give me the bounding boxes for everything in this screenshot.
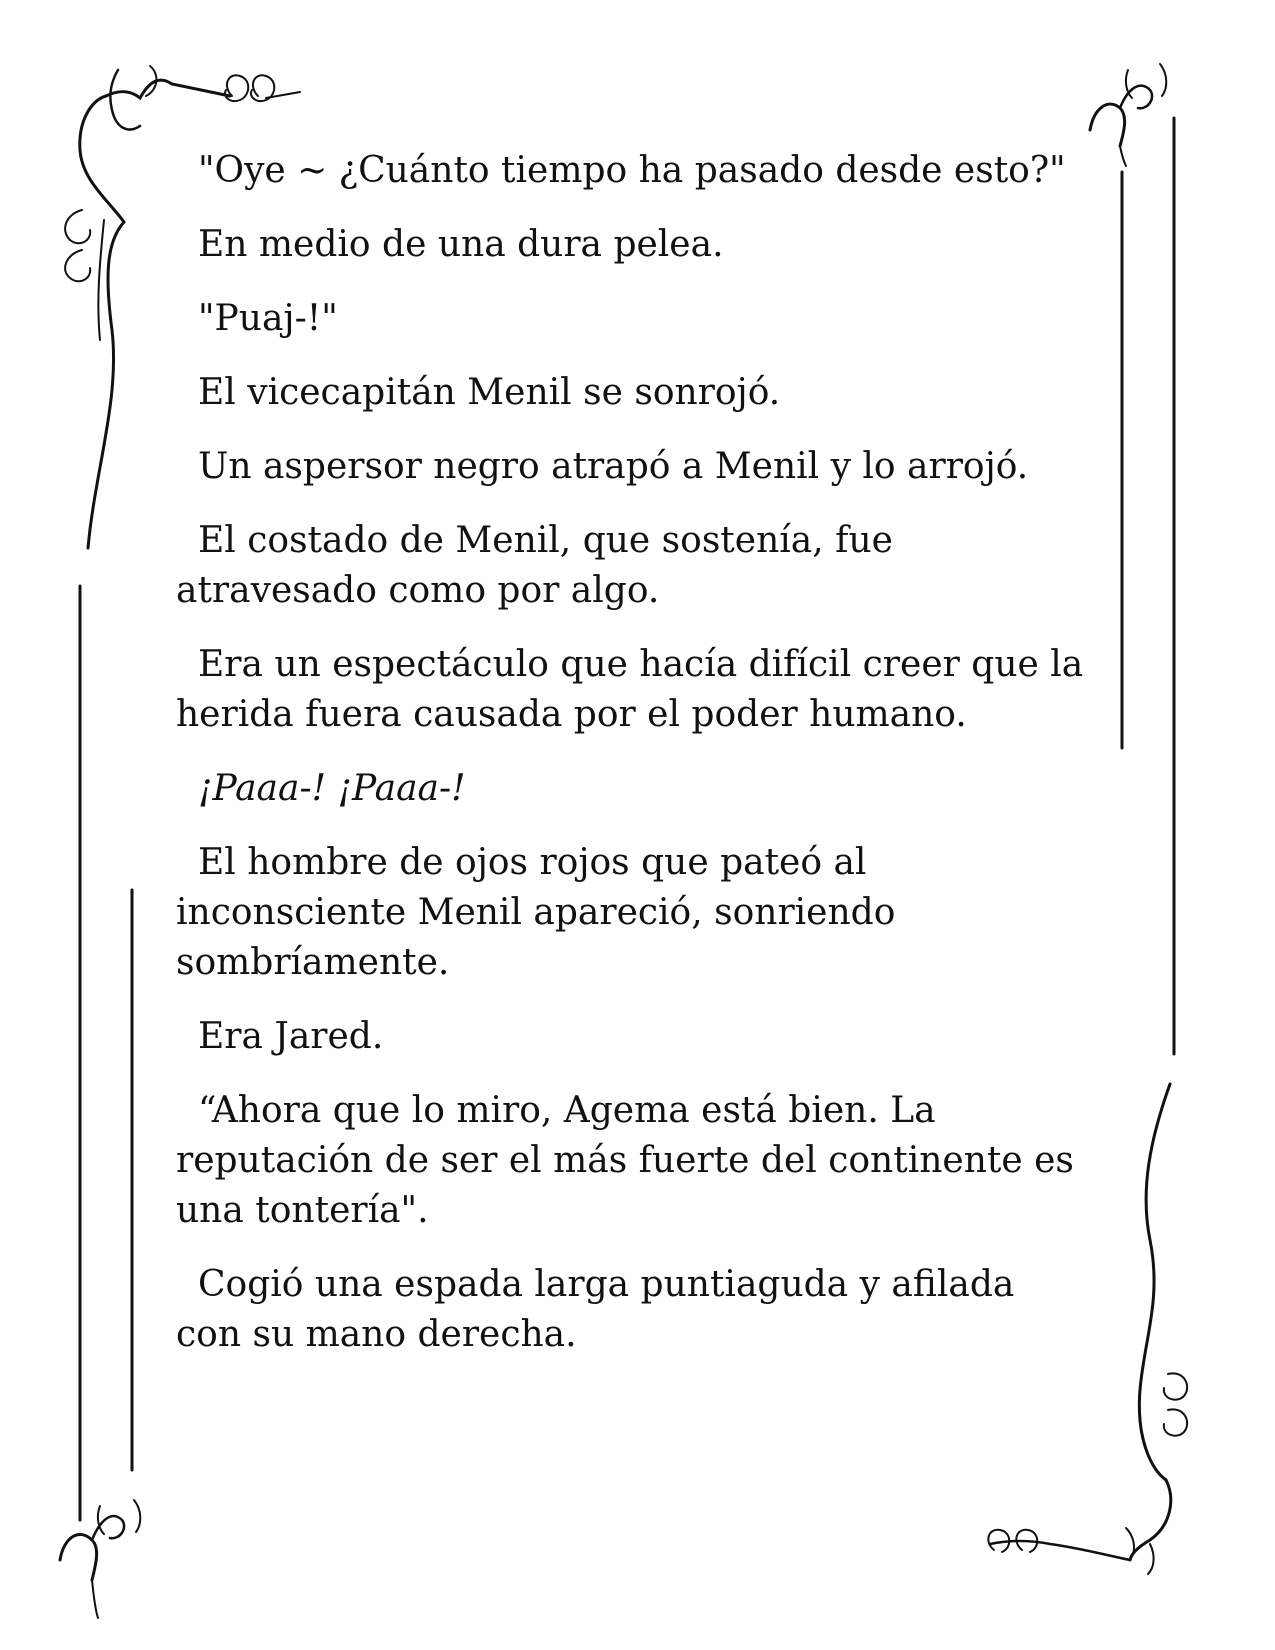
paragraph-4: El vicecapitán Menil se sonrojó. <box>198 372 781 413</box>
paragraph-8-sound-effect: ¡Paaa-! ¡Paaa-! <box>198 768 466 809</box>
paragraph-10: Era Jared. <box>198 1016 384 1057</box>
paragraph-11: “Ahora que lo miro, Agema está bien. La reputación de ser el más fuerte del continente es una tontería". <box>176 1090 1074 1231</box>
paragraph-9: El hombre de ojos rojos que pateó al inconsciente Menil apareció, sonriendo sombríamente. <box>176 842 896 983</box>
paragraph-1: "Oye ~ ¿Cuánto tiempo ha pasado desde esto?" <box>198 150 1066 191</box>
top-right-flourish-icon <box>1090 64 1166 166</box>
paragraph-12: Cogió una espada larga puntiaguda y afilada con su mano derecha. <box>176 1264 1015 1355</box>
paragraph-7: Era un espectáculo que hacía difícil creer que la herida fuera causada por el poder humano. <box>176 644 1084 735</box>
bottom-left-flourish-icon <box>60 1500 140 1618</box>
paragraph-6: El costado de Menil, que sostenía, fue atravesado como por algo. <box>176 520 893 611</box>
paragraph-5: Un aspersor negro atrapó a Menil y lo arrojó. <box>198 446 1029 487</box>
paragraph-2: En medio de una dura pelea. <box>198 224 724 265</box>
page-text-body <box>176 146 1086 1384</box>
paragraph-3: "Puaj-!" <box>198 298 338 339</box>
